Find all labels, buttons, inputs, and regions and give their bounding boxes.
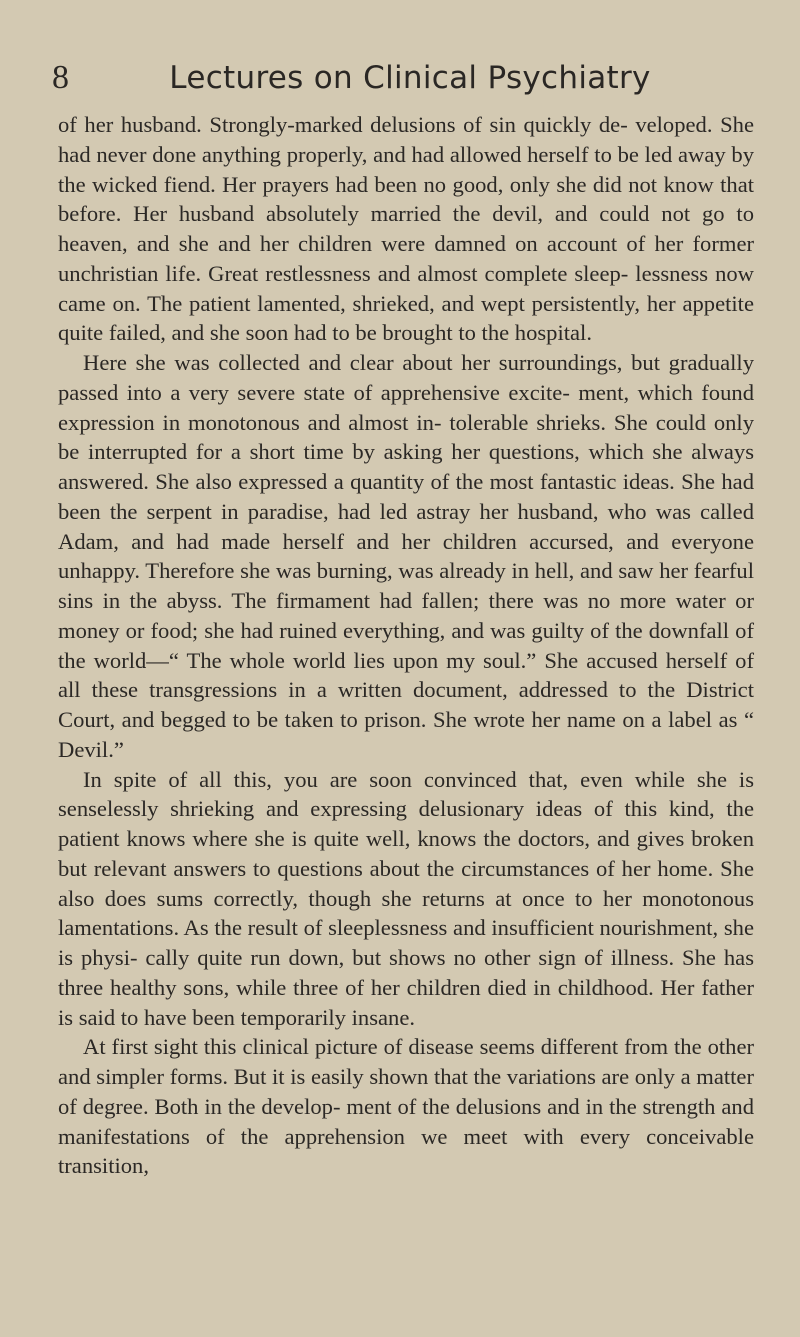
paragraph-2: Here she was collected and clear about her surroundings, but gradually passed into a very severe state of apprehensive excite- ment, which found expression in monotonous and almost in- tolerable shrieks. She could only be interrupted for a short time by asking her questions, which she always answered. She also expressed a quantity of the most fantastic ideas. She had been the serpent in paradise, had led astray her husband, who was called Adam, and had made herself and her children accursed, and everyone unhappy. Therefore she was burning, was already in hell, and saw her fearful sins in the abyss. The firmament had fallen; there was no more water or money or food; she had ruined everything, and was guilty of the downfall of the world—“ The whole world lies upon my soul.” She accused herself of all these transgressions in a written document, addressed to the District Court, and begged to be taken to prison. She wrote her name on a label as “ Devil.”: [58, 350, 754, 762]
paragraph-1: of her husband. Strongly-marked delusions of sin quickly de- veloped. She had never done anything properly, and had allowed herself to be led away by the wicked fiend. Her prayers had been no good, only she did not know that before. Her husband absolutely married the devil, and could not go to heaven, and she and her children were damned on account of her former unchristian life. Great restlessness and almost complete sleep- lessness now came on. The patient lamented, shrieked, and wept persistently, her appetite quite failed, and she soon had to be brought to the hospital.: [58, 112, 754, 346]
page-number: 8: [52, 59, 69, 96]
paragraph-3: In spite of all this, you are soon convinced that, even while she is senselessly shrieking and expressing delusionary ideas of this kind, the patient knows where she is quite well, knows the doctors, and gives broken but relevant answers to questions about the circumstances of her home. She also does sums correctly, though she returns at once to her monotonous lamentations. As the result of sleeplessness and insufficient nourishment, she is physi- cally quite run down, but shows no other sign of illness. She has three healthy sons, while three of her children died in childhood. Her father is said to have been temporarily insane.: [58, 766, 754, 1030]
body-text: [58, 110, 754, 1181]
page-header: [0, 58, 800, 108]
running-title: Lectures on Clinical Psychiatry: [169, 60, 651, 96]
paragraph-4: At first sight this clinical picture of disease seems different from the other and simpler forms. But it is easily shown that the variations are only a matter of degree. Both in the develop- ment of the delusions and in the strength and manifestations of the apprehension we meet with every conceivable transition,: [58, 1034, 754, 1179]
